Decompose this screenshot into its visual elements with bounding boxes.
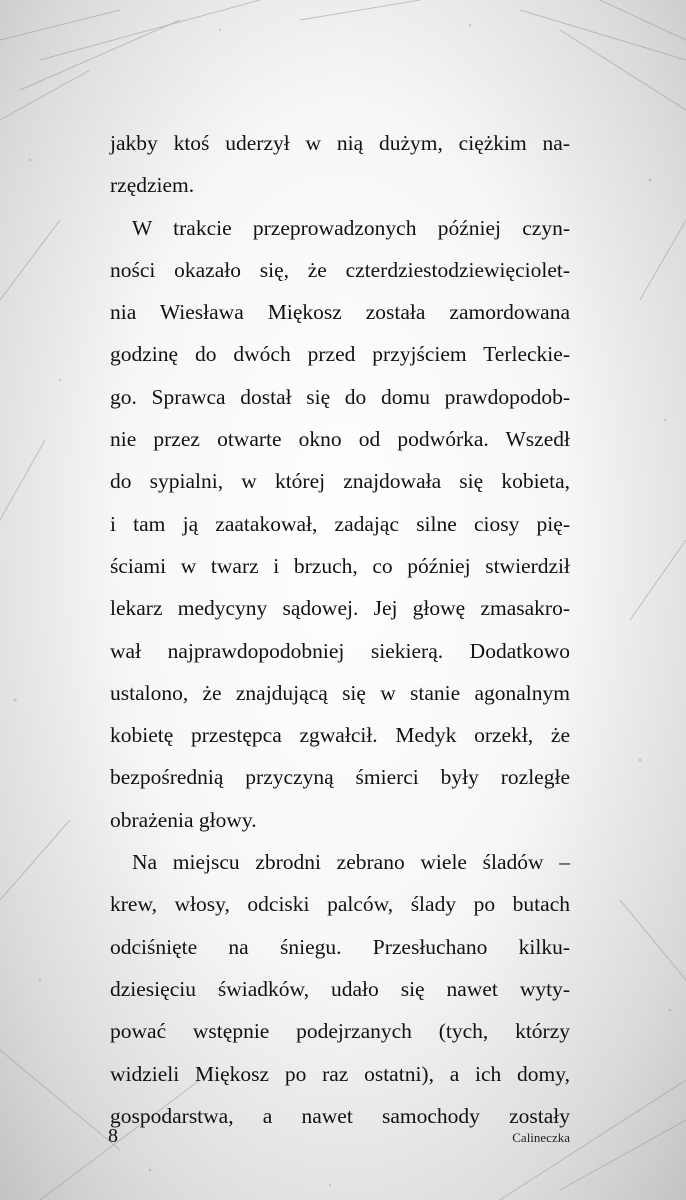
- paragraph: [110, 207, 570, 841]
- text-line: widzieli Miękosz po raz ostatni), a ich domy,: [110, 1061, 570, 1086]
- text-line: obrażenia głowy.: [110, 807, 257, 832]
- body-text: [110, 122, 570, 1137]
- text-line: do sypialni, w której znajdowała się kobieta,: [110, 469, 570, 494]
- text-line: jakby ktoś uderzył w nią dużym, ciężkim na-: [110, 131, 570, 155]
- page-number: 8: [108, 1125, 118, 1147]
- text-line: nie przez otwarte okno od podwórka. Wszedł: [110, 427, 570, 452]
- text-line: gospodarstwa, a nawet samochody zostały: [110, 1103, 570, 1128]
- text-line: lekarz medycyny sądowej. Jej głowę zmasakro-: [110, 596, 570, 621]
- text-line: rzędziem.: [110, 173, 195, 198]
- text-line: W trakcie przeprowadzonych później czyn-: [132, 215, 570, 240]
- text-line: bezpośrednią przyczyną śmierci były rozległe: [110, 765, 570, 790]
- text-line: go. Sprawca dostał się do domu prawdopodob-: [110, 384, 570, 409]
- paragraph: [110, 841, 570, 1137]
- text-line: ustalono, że znajdującą się w stanie agonalnym: [110, 680, 570, 705]
- text-line: krew, włosy, odciski palców, ślady po butach: [110, 892, 570, 917]
- paragraph: [110, 122, 570, 207]
- text-line: i tam ją zaatakował, zadając silne ciosy pię-: [110, 511, 570, 536]
- text-line: Na miejscu zbrodni zebrano wiele śladów –: [132, 850, 570, 875]
- text-line: godzinę do dwóch przed przyjściem Terleckie-: [110, 342, 570, 367]
- text-line: kobietę przestępca zgwałcił. Medyk orzekł, że: [110, 723, 570, 748]
- text-line: pować wstępnie podejrzanych (tych, którzy: [110, 1019, 570, 1044]
- text-line: ściami w twarz i brzuch, co później stwierdził: [110, 553, 570, 578]
- text-line: odciśnięte na śniegu. Przesłuchano kilku-: [110, 934, 570, 959]
- running-footer-title: Calineczka: [512, 1130, 570, 1145]
- text-line: wał najprawdopodobniej siekierą. Dodatkowo: [110, 638, 570, 663]
- text-line: dziesięciu świadków, udało się nawet wyty-: [110, 976, 570, 1001]
- text-line: nia Wiesława Miękosz została zamordowana: [110, 300, 570, 325]
- text-line: ności okazało się, że czterdziestodziewięciolet-: [110, 257, 570, 282]
